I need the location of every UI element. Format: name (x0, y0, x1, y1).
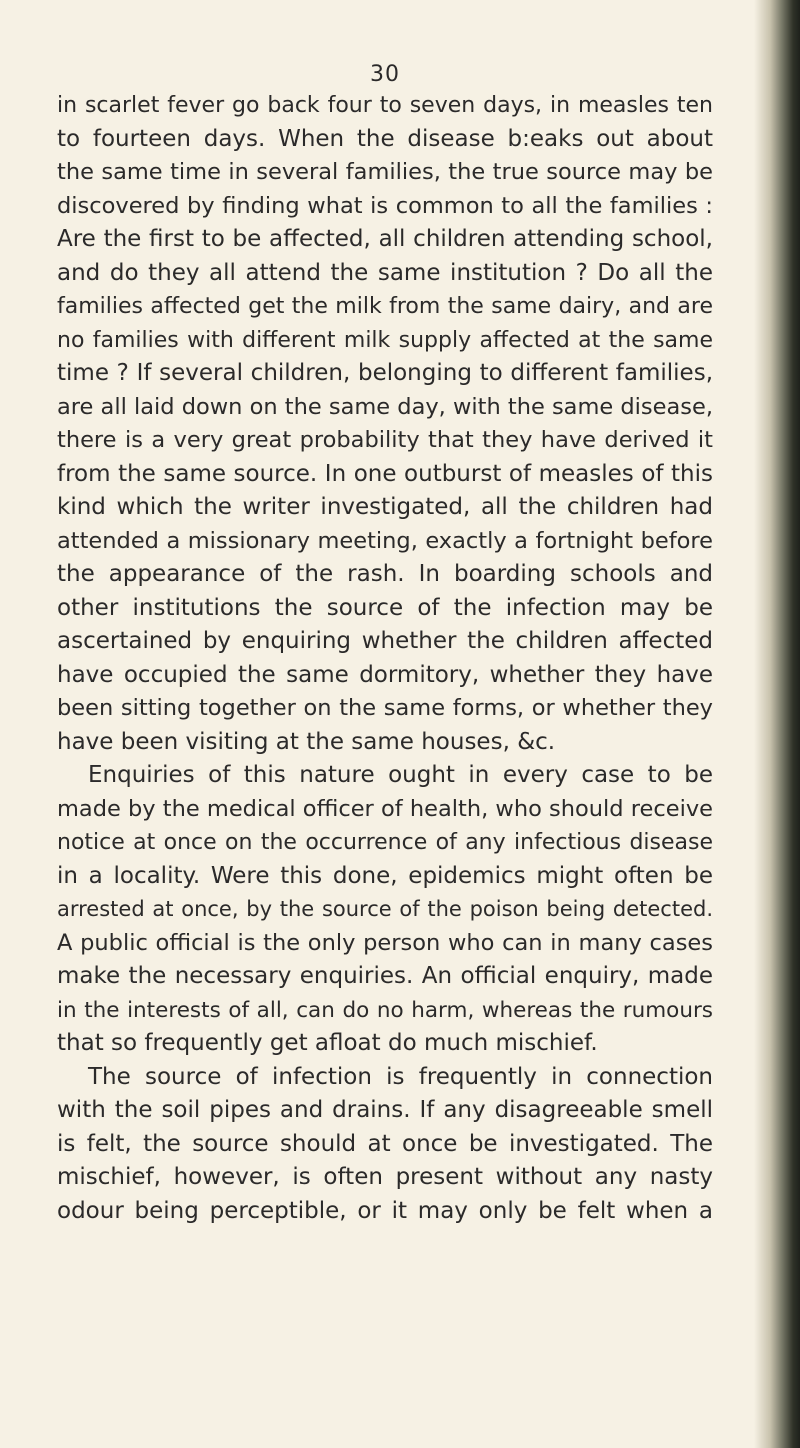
text-line: and do they all attend the same institution ? Do all the (57, 259, 713, 286)
text-line: to fourteen days. When the disease b:eaks out about (57, 125, 713, 152)
text-line: have been visiting at the same houses, &c. (57, 728, 556, 755)
page-number: 30 (370, 62, 400, 87)
text-line: other institutions the source of the infection may be (57, 594, 713, 621)
text-line: Are the first to be affected, all children attending school, (57, 226, 713, 252)
text-line: kind which the writer investigated, all the children had (57, 494, 713, 520)
text-line: notice at once on the occurrence of any infectious disease (57, 830, 713, 855)
text-line: families affected get the milk from the same dairy, and are (57, 294, 713, 319)
text-line: the same time in several families, the true source may be (57, 159, 713, 185)
text-line: from the same source. In one outburst of measles of this (57, 460, 713, 487)
text-line: no families with different milk supply affected at the same (57, 327, 713, 353)
text-line: have occupied the same dormitory, whether they have (57, 661, 713, 688)
page-edge-shadow (754, 0, 800, 1448)
text-line: with the soil pipes and drains. If any disagreeable smell (57, 1097, 713, 1123)
text-line: mischief, however, is often present without any nasty (57, 1164, 713, 1190)
body-text (57, 89, 713, 1228)
text-line: Enquiries of this nature ought in every case to be (88, 762, 713, 788)
text-line: time ? If several children, belonging to different families, (57, 360, 713, 386)
text-line: there is a very great probability that they have derived it (57, 427, 713, 453)
text-line: is felt, the source should at once be investigated. The (57, 1130, 713, 1157)
text-line: in a locality. Were this done, epidemics might often be (57, 862, 713, 889)
text-line: odour being perceptible, or it may only be felt when a (57, 1197, 713, 1224)
text-line: A public official is the only person who can in many cases (57, 929, 713, 956)
text-line: discovered by finding what is common to all the families : (57, 192, 713, 219)
text-line: been sitting together on the same forms, or whether they (57, 695, 713, 721)
text-line: in the interests of all, can do no harm, whereas the rumours (57, 997, 713, 1023)
text-line: made by the medical officer of health, who should receive (57, 795, 713, 822)
text-line: attended a missionary meeting, exactly a fortnight before (57, 527, 713, 554)
text-line: are all laid down on the same day, with the same disease, (57, 393, 713, 420)
text-line: The source of infection is frequently in connection (88, 1063, 713, 1090)
text-line: that so frequently get afloat do much mischief. (57, 1030, 598, 1056)
text-line: arrested at once, by the source of the poison being detected. (57, 897, 713, 921)
text-line: in scarlet fever go back four to seven days, in measles ten (57, 93, 713, 118)
text-line: make the necessary enquiries. An official enquiry, made (57, 963, 713, 989)
text-line: the appearance of the rash. In boarding schools and (57, 561, 713, 587)
text-line: ascertained by enquiring whether the children affected (57, 628, 713, 654)
